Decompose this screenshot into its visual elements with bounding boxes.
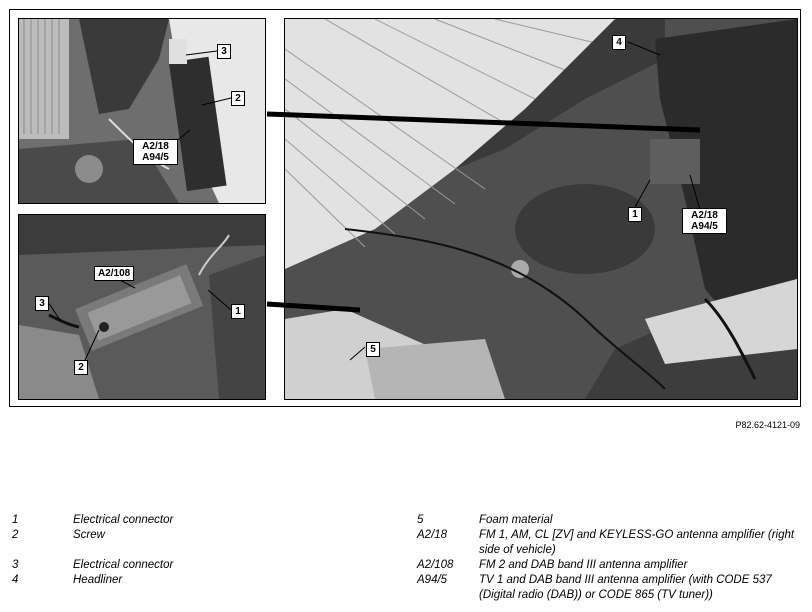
legend-row: [12, 528, 392, 558]
legend-desc: TV 1 and DAB band III antenna amplifier (with CODE 537 (Digital radio (DAB)) or CODE 865 (TV tuner)): [479, 574, 772, 601]
callout-3-top-left: 3: [217, 44, 231, 59]
callout-a2-18-a94-5-main: [682, 208, 727, 234]
callout-2-bottom-left: 2: [74, 360, 88, 375]
legend-desc: Screw: [73, 529, 105, 541]
figure-id: P82.62-4121-09: [735, 420, 800, 430]
legend-row: [417, 558, 807, 573]
legend-row: [417, 528, 807, 558]
callout-a94-5-text: A94/5: [691, 221, 718, 232]
callout-a94-5-text: A94/5: [142, 152, 169, 163]
legend-key: 3: [12, 559, 19, 571]
callout-1-bottom-left: 1: [231, 304, 245, 319]
callout-5-main: 5: [366, 342, 380, 357]
legend-key: 2: [12, 529, 19, 541]
callout-a2-108: A2/108: [94, 266, 134, 281]
callout-a2-18-text: A2/18: [691, 210, 718, 221]
legend-row: [12, 573, 392, 588]
legend-key: 4: [12, 574, 19, 586]
legend-left-column: [12, 513, 392, 588]
callout-a2-18-text: A2/18: [142, 141, 169, 152]
callout-a2-18-a94-5-top-left: [133, 139, 178, 165]
legend-desc: Headliner: [73, 574, 123, 586]
legend-desc: Foam material: [479, 514, 553, 526]
callout-3-bottom-left: 3: [35, 296, 49, 311]
legend-row: [417, 513, 807, 528]
legend-desc: FM 2 and DAB band III antenna amplifier: [479, 559, 688, 571]
legend-row: [12, 558, 392, 573]
legend-row: [12, 513, 392, 528]
legend-key: A2/18: [417, 529, 448, 541]
legend-key: A94/5: [417, 574, 448, 586]
legend-desc: FM 1, AM, CL [ZV] and KEYLESS-GO antenna amplifier (right side of vehicle): [479, 529, 795, 556]
callout-1-main: 1: [628, 207, 642, 222]
legend-desc: Electrical connector: [73, 559, 174, 571]
legend-right-column: [417, 513, 807, 603]
callout-2-top-left: 2: [231, 91, 245, 106]
legend-key: A2/108: [417, 559, 454, 571]
legend-desc: Electrical connector: [73, 514, 174, 526]
legend-key: 1: [12, 514, 19, 526]
legend-key: 5: [417, 514, 424, 526]
legend-row: [417, 573, 807, 603]
detail-photo-antenna-amplifier-a2-108: [18, 214, 266, 400]
callout-4-main: 4: [612, 35, 626, 50]
